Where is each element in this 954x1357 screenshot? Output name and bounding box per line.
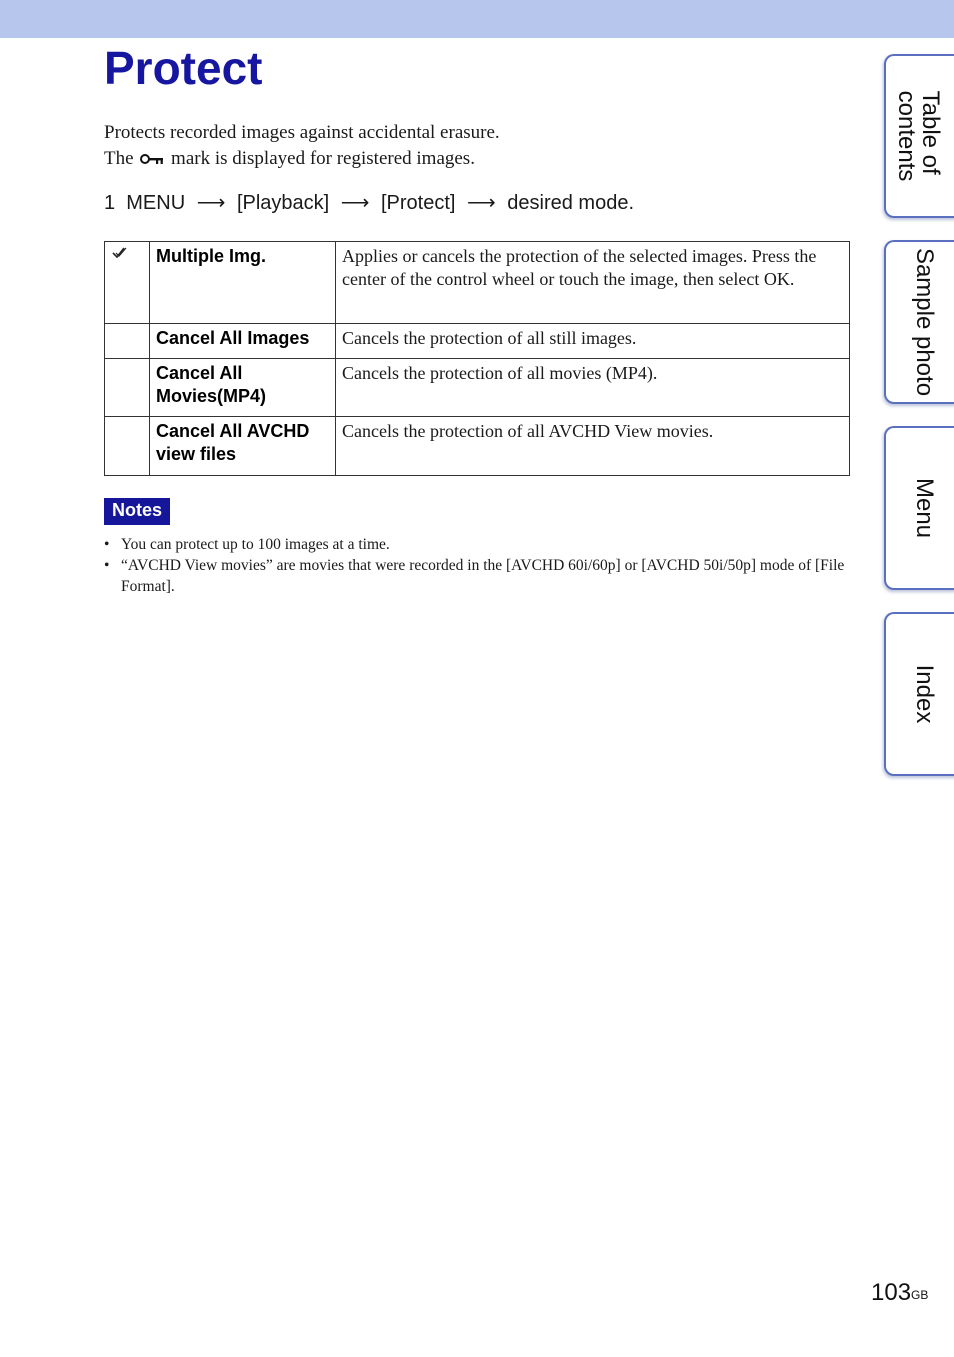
table-row	[105, 359, 850, 417]
step-number: 1	[104, 192, 116, 214]
mode-name: Cancel All Movies(MP4)	[150, 359, 336, 417]
mode-description: Cancels the protection of all AVCHD View movies.	[336, 417, 850, 476]
page-number: $103^{GB}$	[871, 1279, 929, 1306]
tab-menu[interactable]	[884, 426, 954, 590]
intro-text	[104, 120, 500, 173]
table-row	[105, 242, 850, 324]
notes-list	[104, 534, 850, 597]
top-header-bar	[0, 0, 954, 38]
protect-modes-table	[104, 241, 850, 476]
notes-label: Notes	[104, 498, 170, 525]
note-text: “AVCHD View movies” are movies that were recorded in the [AVCHD 60i/60p] or [AVCHD 50i/50p] mode of [File Format].	[121, 557, 845, 595]
icon-cell	[105, 324, 150, 359]
icon-cell	[105, 242, 150, 324]
tab-index[interactable]	[884, 612, 954, 776]
tab-label: Table of contents	[893, 90, 944, 182]
mode-description: Applies or cancels the protection of the selected images. Press the center of the control wheel or touch the image, then select OK.	[336, 242, 850, 324]
mode-name: Cancel All AVCHD view files	[150, 417, 336, 476]
bullet-icon: •	[104, 557, 110, 574]
icon-cell	[105, 359, 150, 417]
table-row	[105, 417, 850, 476]
list-item	[104, 534, 850, 555]
intro-line-1: Protects recorded images against accidental erasure.	[104, 122, 500, 143]
mode-description: Cancels the protection of all still images.	[336, 324, 850, 359]
check-multiple-icon	[111, 248, 129, 265]
tab-table-of-contents[interactable]	[884, 54, 954, 218]
tab-label: Menu	[911, 477, 938, 539]
arrow-icon: ⟶	[467, 192, 496, 214]
list-item	[104, 555, 850, 597]
table-row	[105, 324, 850, 359]
page-title: Protect	[104, 42, 263, 94]
tab-label: Index	[911, 664, 938, 724]
bullet-icon: •	[104, 536, 110, 553]
page-suffix: GB	[911, 1288, 929, 1302]
icon-cell	[105, 417, 150, 476]
intro-line-2: The mark is displayed for registered images.	[104, 146, 500, 173]
step-instruction	[104, 189, 634, 217]
step-protect: [Protect]	[381, 192, 456, 214]
step-playback: [Playback]	[236, 192, 330, 214]
mode-description: Cancels the protection of all movies (MP4).	[336, 359, 850, 417]
arrow-icon: ⟶	[340, 192, 370, 214]
note-text: You can protect up to 100 images at a time.	[121, 536, 390, 553]
step-menu: MENU	[126, 192, 186, 214]
tab-sample-photo[interactable]	[884, 240, 954, 404]
step-mode: desired mode.	[507, 192, 635, 214]
mode-name: Multiple Img.	[150, 242, 336, 324]
arrow-icon: ⟶	[196, 192, 226, 214]
protect-key-icon	[140, 147, 164, 173]
mode-name: Cancel All Images	[150, 324, 336, 359]
tab-label: Sample photo	[911, 247, 938, 397]
